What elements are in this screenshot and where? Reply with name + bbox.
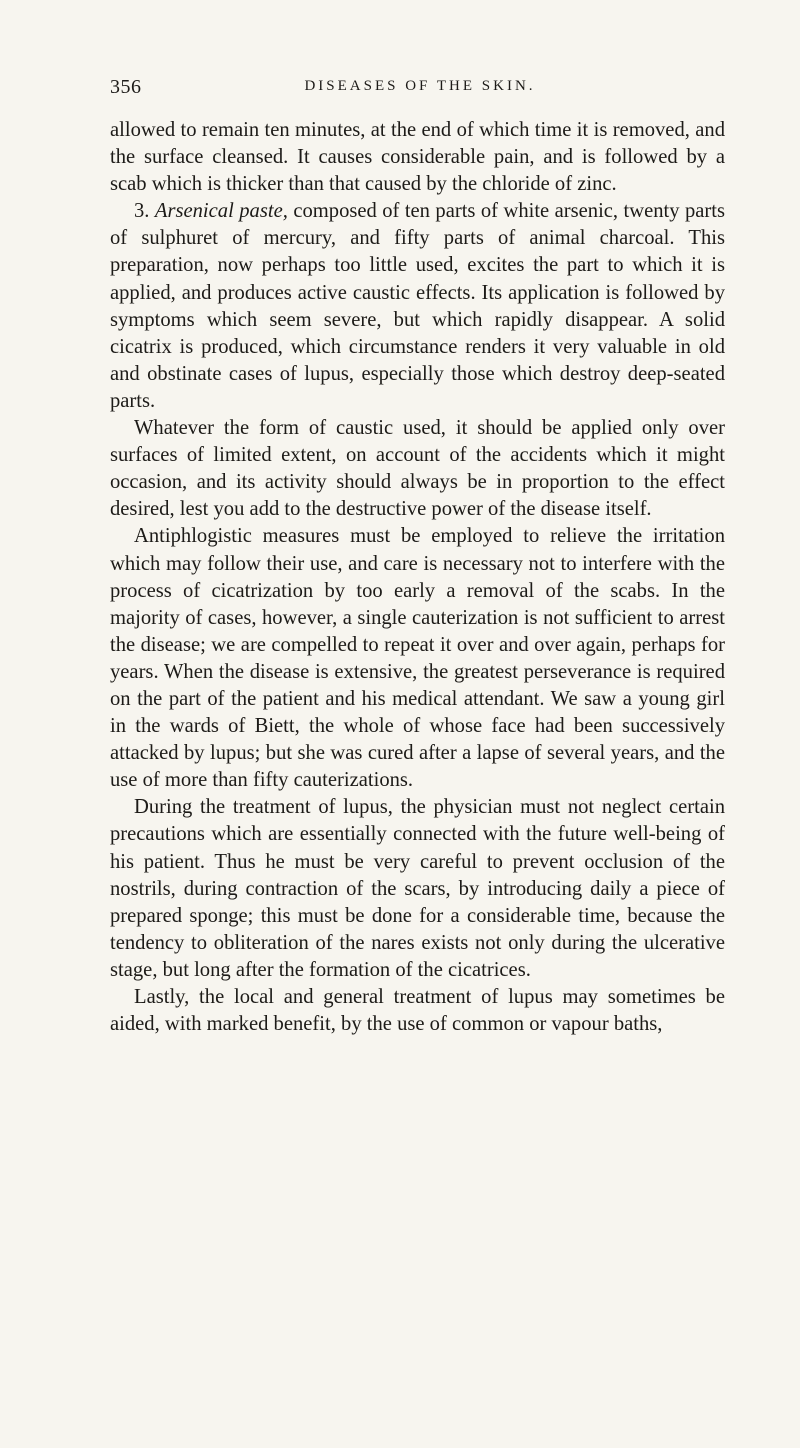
paragraph-3: Whatever the form of caustic used, it should be applied only over surfaces of limited extent, on account of the accidents which it might occasion, and its activity should always be in proportion to the effect desired, lest you add to the destructive power of the disease itself. (110, 417, 725, 521)
paragraph-2 (110, 198, 725, 415)
list-number: 3. (134, 200, 150, 223)
body-text (110, 117, 725, 1038)
arsenical-paste-term: Arsenical paste, (154, 200, 288, 223)
paragraph-5: During the treatment of lupus, the physician must not neglect certain precautions which are essentially connected with the future well-being of his patient. Thus he must be very careful to prevent occlusion of the nostrils, during contraction of the scars, by introducing daily a piece of prepared sponge; this must be done for a considerable time, because the tendency to obliteration of the nares exists not only during the ulcerative stage, but long after the formation of the cicatrices. (110, 796, 725, 981)
page-number: 356 (110, 76, 142, 98)
running-head: DISEASES OF THE SKIN. (304, 78, 536, 94)
paragraph-6: Lastly, the local and general treatment of lupus may sometimes be aided, with marked benefit, by the use of common or vapour baths, (110, 986, 725, 1036)
paragraph-4: Antiphlogistic measures must be employed to relieve the irritation which may follow their use, and care is necessary not to interfere with the process of cicatrization by too early a removal of the scabs. In the majority of cases, however, a single cauterization is not sufficient to arrest the disease; we are compelled to repeat it over and over again, perhaps for years. When the disease is extensive, the greatest perseverance is required on the part of the patient and his medical attendant. We saw a young girl in the wards of Biett, the whole of whose face had been successively attacked by lupus; but she was cured after a lapse of several years, and the use of more than fifty cauterizations. (110, 525, 725, 792)
paragraph-1: allowed to remain ten minutes, at the end of which time it is removed, and the surface cleansed. It causes considerable pain, and is followed by a scab which is thicker than that caused by the chloride of zinc. (110, 119, 725, 196)
paragraph-2-text: composed of ten parts of white arsenic, twenty parts of sulphuret of mercury, and fifty parts of animal charcoal. This preparation, now perhaps too little used, excites the part to which it is applied, and produces active caustic effects. Its application is followed by symptoms which seem severe, but which rapidly disappear. A solid cicatrix is produced, which circumstance renders it very valuable in old and obstinate cases of lupus, especially those which destroy deep-seated parts. (110, 200, 726, 412)
page-header (110, 76, 730, 100)
